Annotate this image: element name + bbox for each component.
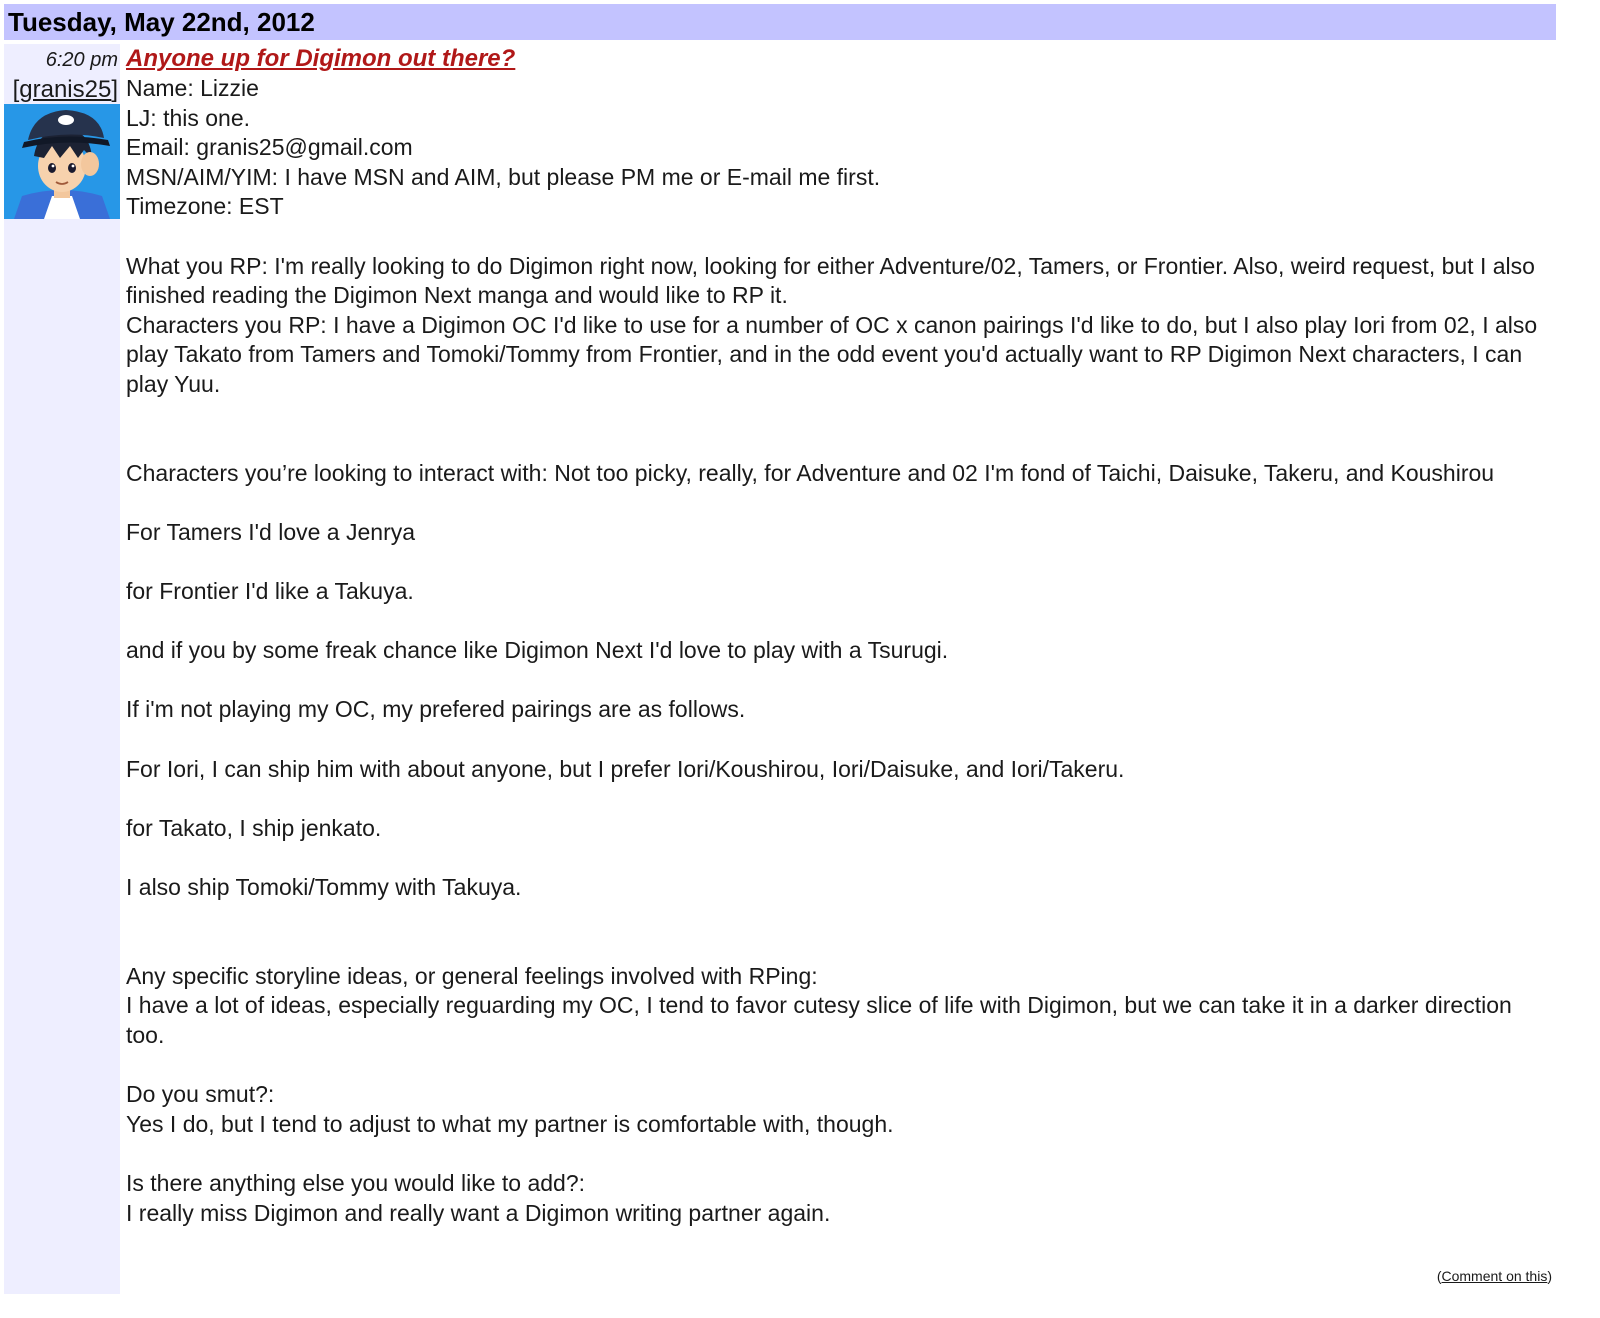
user-avatar-icon[interactable] <box>4 104 120 219</box>
storyline-answer: I have a lot of ideas, especially reguarding my OC, I tend to favor cutesy slice of life with Digimon, but we can take it in a darker direction too. <box>126 992 1512 1048</box>
interact-with-paragraph: Characters you’re looking to interact with: Not too picky, really, for Adventure and 02 I'm fond of Taichi, Daisuke, Takeru, and Koushirou <box>126 459 1495 486</box>
entry-title-link[interactable]: Anyone up for Digimon out there? <box>126 45 516 72</box>
username-link[interactable]: granis25 <box>19 76 112 103</box>
anything-else-question: Is there anything else you would like to add?: <box>126 1169 586 1196</box>
entry-sidebar <box>4 44 120 1294</box>
entry-body <box>126 44 1552 1228</box>
entry-time: 6:20 pm <box>45 49 118 71</box>
smut-answer: Yes I do, but I tend to adjust to what my partner is comfortable with, though. <box>126 1110 894 1137</box>
name-line: Name: Lizzie <box>126 75 259 101</box>
characters-you-rp-paragraph: Characters you RP: I have a Digimon OC I'd like to use for a number of OC x canon pairings I'd like to do, but I also play Iori from 02, I also play Takato from Tamers and Tomoki/Tommy from Frontier, and in the odd event you'd actually want to RP Digimon Next characters, I can play Yuu. <box>126 311 1538 397</box>
email-line: Email: granis25@gmail.com <box>126 134 413 161</box>
spacer <box>126 666 1552 696</box>
date-header: Tuesday, May 22nd, 2012 <box>4 4 1556 40</box>
spacer <box>126 607 1552 637</box>
spacer <box>126 784 1552 814</box>
spacer <box>126 1051 1552 1081</box>
comment-on-this-link[interactable]: Comment on this <box>1441 1268 1548 1284</box>
spacer <box>126 903 1552 962</box>
spacer <box>126 843 1552 873</box>
anything-else-answer: I really miss Digimon and really want a Digimon writing partner again. <box>126 1199 831 1226</box>
spacer <box>126 1139 1552 1169</box>
tomoki-pairing-line: I also ship Tomoki/Tommy with Takuya. <box>126 874 522 901</box>
spacer <box>126 488 1552 518</box>
username: [granis25] <box>12 76 118 103</box>
messengers-line: MSN/AIM/YIM: I have MSN and AIM, but please PM me or E-mail me first. <box>126 163 881 190</box>
spacer <box>126 548 1552 578</box>
storyline-question: Any specific storyline ideas, or general feelings involved with RPing: <box>126 962 818 989</box>
pairings-intro-line: If i'm not playing my OC, my prefered pairings are as follows. <box>126 696 746 723</box>
iori-pairing-line: For Iori, I can ship him with about anyone, but I prefer Iori/Koushirou, Iori/Daisuke, and Iori/Takeru. <box>126 755 1125 782</box>
takato-pairing-line: for Takato, I ship jenkato. <box>126 814 382 841</box>
what-you-rp-paragraph: What you RP: I'm really looking to do Digimon right now, looking for either Adventure/02, Tamers, or Frontier. Also, weird request, but I also finished reading the Digimon Next manga and would like to RP it. <box>126 252 1535 309</box>
smut-question: Do you smut?: <box>126 1081 275 1108</box>
spacer <box>126 725 1552 755</box>
comment-container: (Comment on this) <box>1436 1268 1552 1284</box>
spacer <box>126 400 1552 459</box>
spacer <box>126 222 1552 252</box>
lj-line: LJ: this one. <box>126 104 251 131</box>
next-line: and if you by some freak chance like Digimon Next I'd love to play with a Tsurugi. <box>126 637 949 664</box>
tamers-line: For Tamers I'd love a Jenrya <box>126 518 416 545</box>
frontier-line: for Frontier I'd like a Takuya. <box>126 578 414 605</box>
timezone-line: Timezone: EST <box>126 193 284 220</box>
